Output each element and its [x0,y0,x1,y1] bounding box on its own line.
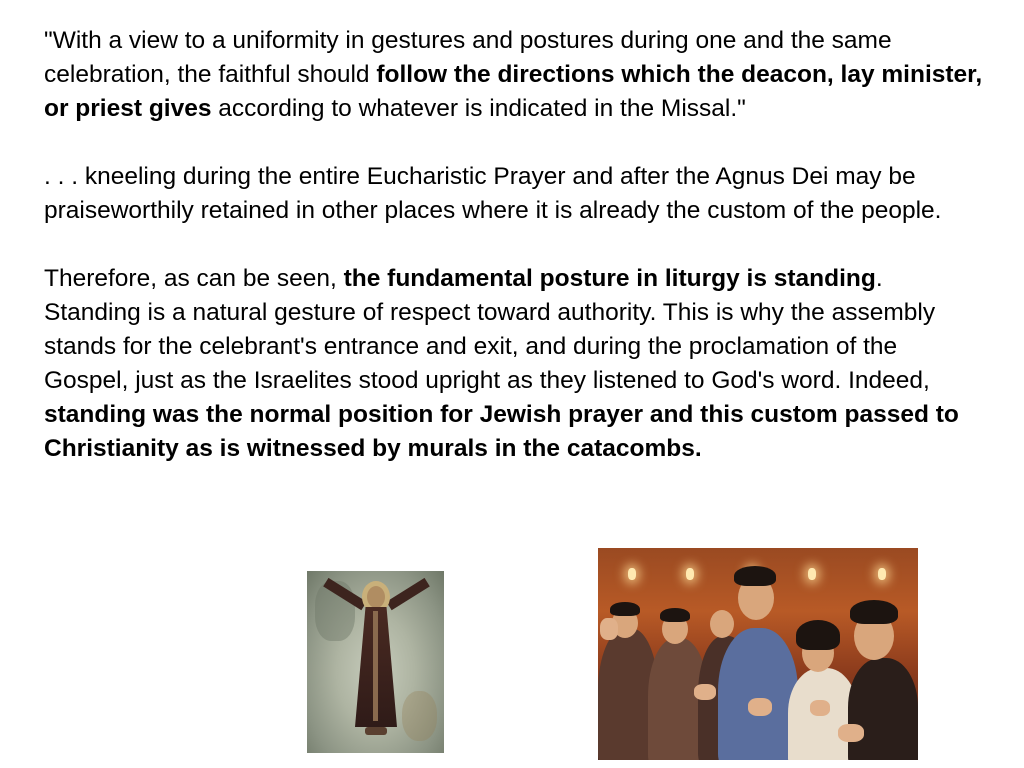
ceiling-lamp [878,568,886,580]
mural-figure-robe-stripe [373,611,378,721]
ceiling-lamp [808,568,816,580]
text-segment: Therefore, as can be seen, [44,265,344,292]
congregant-hair [796,620,840,650]
raised-hand [810,700,830,716]
text-segment: "With a view to a uniformity in gestures and postures during one and the same celebration, the faithful should [44,27,892,88]
paragraph-gestures-quote [44,24,984,126]
raised-hand [838,724,864,742]
text-segment-bold: standing was the normal position for Jewish prayer and this custom passed to Christianity as is witnessed by murals in the catacombs. [44,401,959,462]
paragraph-kneeling [44,160,984,228]
congregant-dark-suit [848,658,918,760]
catacomb-mural-image [307,571,444,753]
mural-figure-head [367,586,385,608]
congregant-hair [610,602,640,616]
text-segment: according to whatever is indicated in the Missal." [211,95,746,122]
congregant-hair [734,566,776,586]
mural-stain [402,691,437,741]
text-segment-bold: follow the directions which the deacon, lay minister, or priest gives [44,61,983,122]
text-segment-bold: the fundamental posture in liturgy is standing [343,265,876,292]
text-segment: . . . kneeling during the entire Eucharistic Prayer and after the Agnus Dei may be praiseworthily retained in other places where it is already the custom of the people. [44,163,942,224]
text-segment: . Standing is a natural gesture of respect toward authority. This is why the assembly stands for the celebrant's entrance and exit, and during the proclamation of the Gospel, just as the Israelites stood upright as they listened to God's word. Indeed, [44,265,936,394]
mural-figure-feet [365,727,387,735]
raised-hand [748,698,772,716]
congregant-hair [660,608,690,622]
congregant-hair [850,600,898,624]
raised-hand [600,618,618,640]
slide-body-text [44,24,984,466]
paragraph-standing-posture [44,262,984,466]
mural-figure-right-arm [386,578,429,610]
congregant-face [710,610,734,638]
ceiling-lamp [628,568,636,580]
raised-hand [694,684,716,700]
ceiling-lamp [686,568,694,580]
congregation-photo [598,548,918,760]
congregant-blue-shirt [718,628,798,760]
